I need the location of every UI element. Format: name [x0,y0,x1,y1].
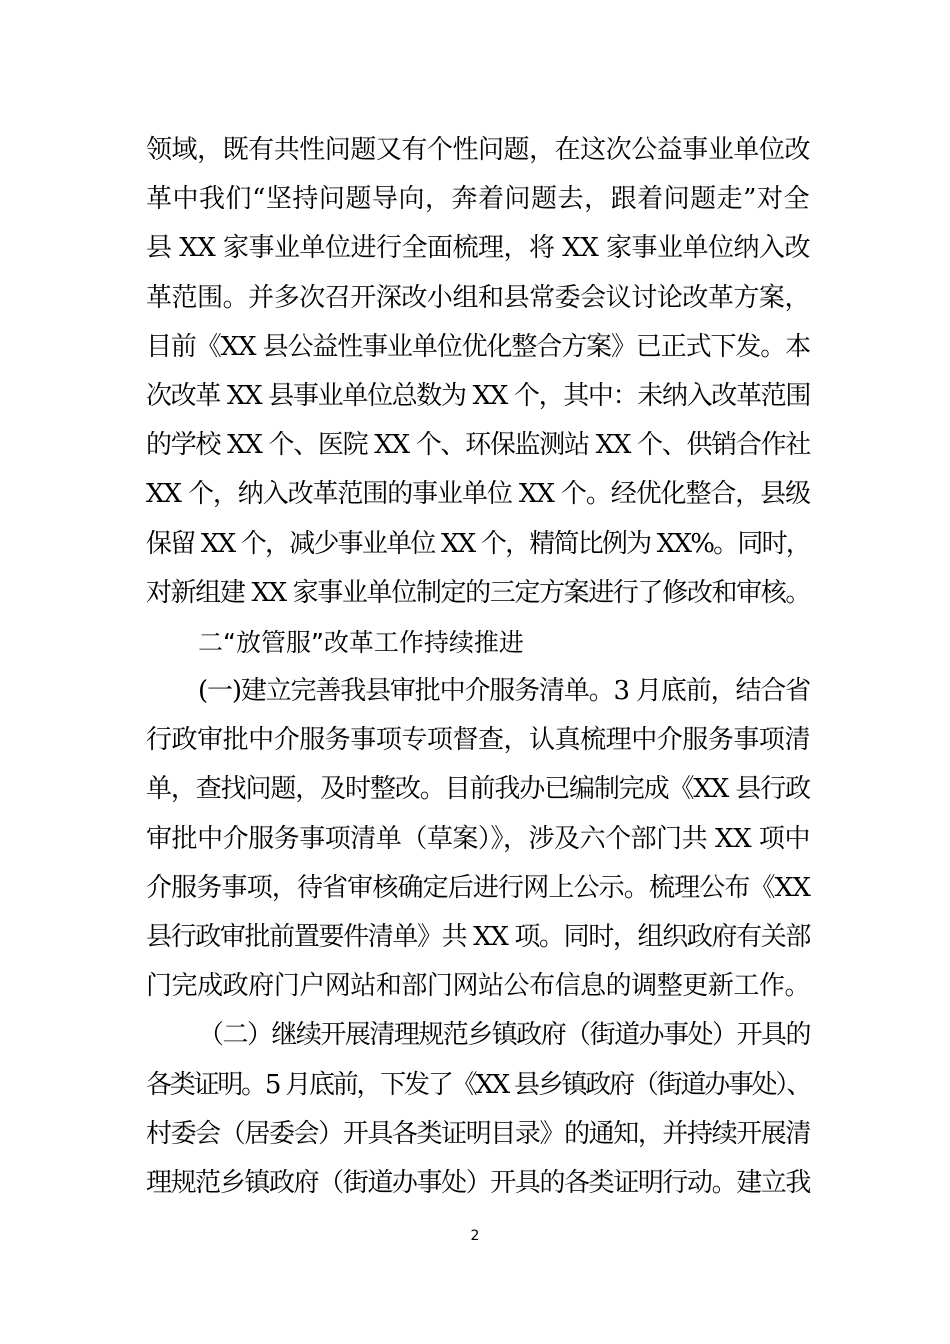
text-line: 对新组建 XX 家事业单位制定的三定方案进行了修改和审核。 [146,577,810,608]
text-line: 各类证明。5 月底前，下发了《XX 县乡镇政府（街道办事处）、 [146,1069,810,1100]
document-body [146,126,810,1208]
text-line: 县行政审批前置要件清单》共 XX 项。同时，组织政府有关部 [146,922,810,952]
text-line: 理规范乡镇政府（街道办事处）开具的各类证明行动。建立我 [146,1167,810,1198]
text-line: 革中我们“坚持问题导向，奔着问题去，跟着问题走”对全 [146,184,811,215]
text-line: 行政审批中介服务事项专项督查，认真梳理中介服务事项清 [146,725,810,756]
text-line: 目前《XX 县公益性事业单位优化整合方案》已正式下发。本 [146,331,810,362]
text-line: 单，查找问题，及时整改。目前我办已编制完成《XX 县行政 [146,774,810,805]
text-line: 村委会（居委会）开具各类证明目录》的通知，并持续开展清 [146,1118,810,1149]
page-number: 2 [470,1228,480,1244]
text-line: 介服务事项，待省审核确定后进行网上公示。梳理公布《XX [146,872,810,903]
text-line: 次改革 XX 县事业单位总数为 XX 个，其中：未纳入改革范围 [146,380,810,411]
section-heading: 二“放管服”改革工作持续推进 [198,627,524,657]
text-line: 审批中介服务事项清单（草案）》，涉及六个部门共 XX 项中 [146,823,810,854]
text-line: 门完成政府门户网站和部门网站公布信息的调整更新工作。 [146,971,810,1002]
text-line: 县 XX 家事业单位进行全面梳理，将 XX 家事业单位纳入改 [146,233,810,264]
text-line: 领域，既有共性问题又有个性问题，在这次公益事业单位改 [146,135,810,165]
paragraph-first-line: (一)建立完善我县审批中介服务清单。3 月底前，结合省 [198,676,810,707]
text-line: 革范围。并多次召开深改小组和县常委会议讨论改革方案， [146,282,810,313]
text-line: XX 个，纳入改革范围的事业单位 XX 个。经优化整合，县级 [146,479,810,510]
paragraph-first-line: （二）继续开展清理规范乡镇政府（街道办事处）开具的 [198,1020,810,1051]
text-line: 的学校 XX 个、医院 XX 个、环保监测站 XX 个、供销合作社 [146,430,810,461]
text-line: 保留 XX 个，减少事业单位 XX 个，精简比例为 XX%。同时， [146,528,810,559]
